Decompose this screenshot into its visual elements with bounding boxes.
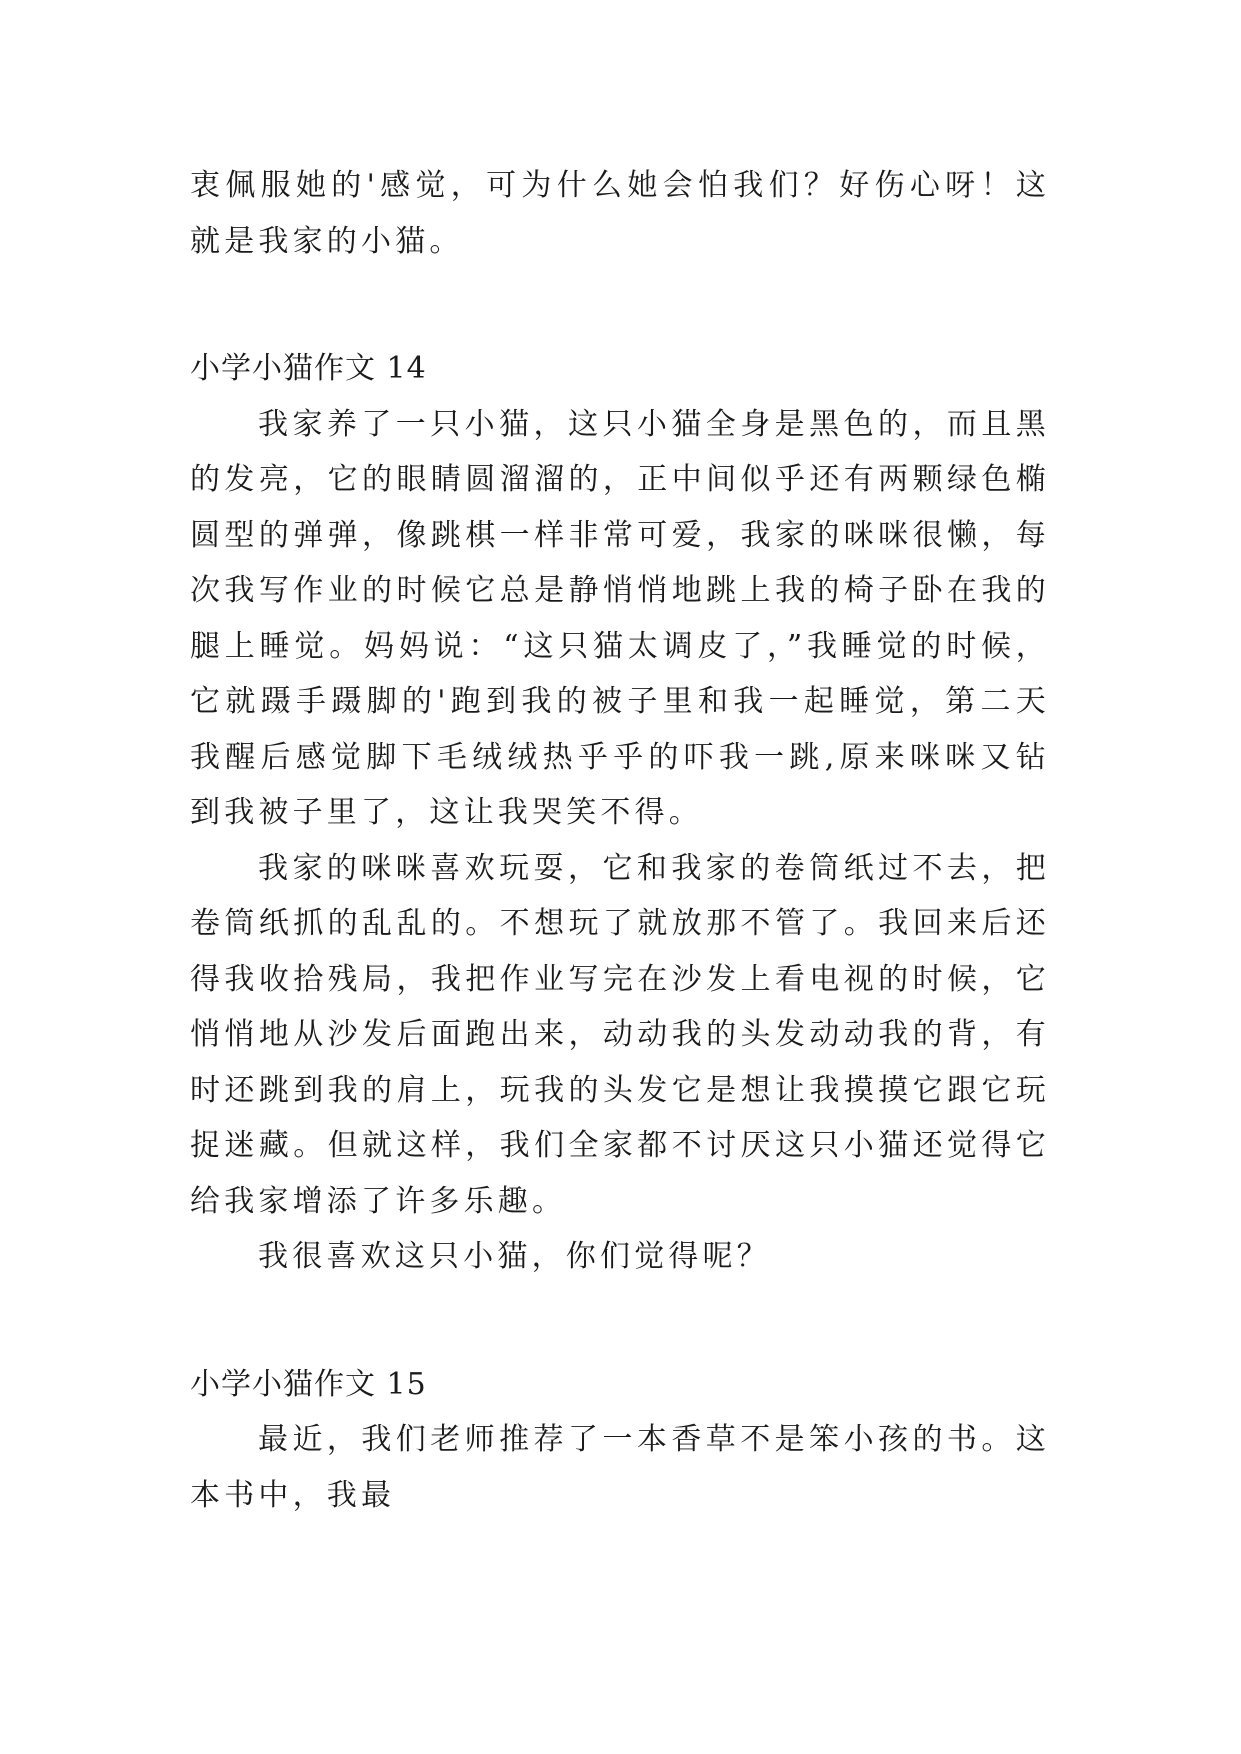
section-spacer: [190, 1285, 1050, 1357]
paragraph: 我家养了一只小猫，这只小猫全身是黑色的，而且黑的发亮，它的眼睛圆溜溜的，正中间似乎还有两颗绿色椭圆型的弹弹，像跳棋一样非常可爱，我家的咪咪很懒，每次我写作业的时候它总是静悄悄地跳上我的椅子卧在我的腿上睡觉。妈妈说：“这只猫太调皮了，”我睡觉的时候，它就蹑手蹑脚的'跑到我的被子里和我一起睡觉，第二天我醒后感觉脚下毛绒绒热乎乎的吓我一跳,原来咪咪又钻到我被子里了，这让我哭笑不得。: [190, 406, 1050, 830]
section-heading-14: 小学小猫作文 14: [190, 351, 427, 386]
paragraph-continued: 衷佩服她的'感觉，可为什么她会怕我们？好伤心呀！这就是我家的小猫。: [190, 168, 1050, 259]
section-spacer: [190, 269, 1050, 341]
document-body: [190, 158, 1050, 1523]
paragraph: 我很喜欢这只小猫，你们觉得呢？: [258, 1239, 771, 1274]
section-heading-15: 小学小猫作文 15: [190, 1366, 427, 1402]
paragraph: 最近，我们老师推荐了一本香草不是笨小孩的书。这本书中，我最: [190, 1422, 1050, 1513]
paragraph: 我家的咪咪喜欢玩耍，它和我家的卷筒纸过不去，把卷筒纸抓的乱乱的。不想玩了就放那不管了。我回来后还得我收拾残局，我把作业写完在沙发上看电视的时候，它悄悄地从沙发后面跑出来，动动我的头发动动我的背，有时还跳到我的肩上，玩我的头发它是想让我摸摸它跟它玩捉迷藏。但就这样，我们全家都不讨厌这只小猫还觉得它给我家增添了许多乐趣。: [190, 850, 1050, 1219]
